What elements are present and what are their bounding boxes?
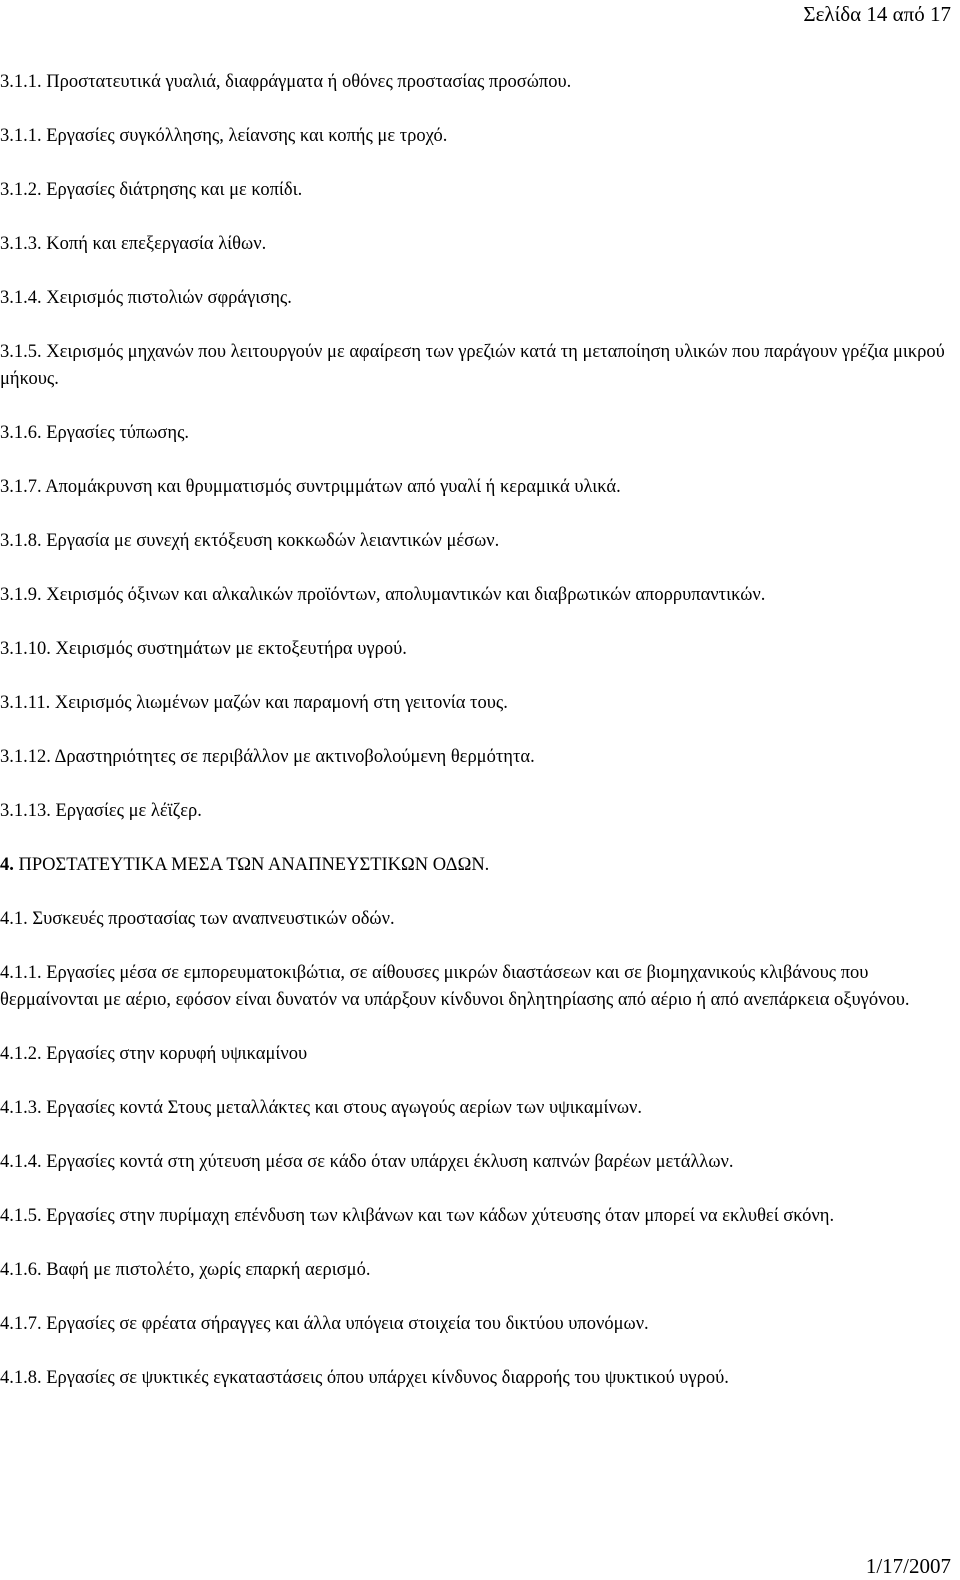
entry-text: Συσκευές προστασίας των αναπνευστικών οδών. — [32, 909, 395, 929]
entry-text: Εργασία με συνεχή εκτόξευση κοκκωδών λειαντικών μέσων. — [46, 531, 500, 551]
entry-number: 4.1. — [0, 909, 28, 929]
entry-text: Χειρισμός συστημάτων με εκτοξευτήρα υγρού. — [55, 639, 407, 659]
list-item — [0, 690, 952, 717]
entry-number: 3.1.13. — [0, 801, 51, 821]
list-item — [0, 1311, 952, 1338]
entry-text: Εργασίες στην πυρίμαχη επένδυση των κλιβάνων και των κάδων χύτευσης όταν μπορεί να εκλυθεί σκόνη. — [46, 1206, 835, 1226]
list-item — [0, 231, 952, 258]
entry-text: Προστατευτικά γυαλιά, διαφράγματα ή οθόνες προστασίας προσώπου. — [46, 72, 572, 92]
entry-number: 3.1.7. — [0, 477, 42, 497]
entry-text: Εργασίες συγκόλλησης, λείανσης και κοπής με τροχό. — [46, 126, 448, 146]
entry-text: Εργασίες στην κορυφή υψικαμίνου — [46, 1044, 308, 1064]
entry-text: Εργασίες σε ψυκτικές εγκαταστάσεις όπου υπάρχει κίνδυνος διαρροής του ψυκτικού υγρού. — [46, 1368, 729, 1388]
list-item — [0, 636, 952, 663]
entry-text: Χειρισμός μηχανών που λειτουργούν με αφαίρεση των γρεζιών κατά τη μεταποίηση υλικών που παράγουν γρέζια μικρού μήκους. — [0, 342, 945, 389]
section-title: ΠΡΟΣΤΑΤΕΥΤΙΚΑ ΜΕΣΑ ΤΩΝ ΑΝΑΠΝΕΥΣΤΙΚΩΝ ΟΔΩΝ. — [18, 855, 490, 875]
entry-number: 4.1.8. — [0, 1368, 42, 1388]
list-item — [0, 69, 952, 96]
list-item — [0, 420, 952, 447]
list-item — [0, 1149, 952, 1176]
list-item — [0, 1365, 952, 1392]
entry-text: Χειρισμός όξινων και αλκαλικών προϊόντων, απολυμαντικών και διαβρωτικών απορρυπαντικών. — [46, 585, 766, 605]
entry-text: Κοπή και επεξεργασία λίθων. — [46, 234, 267, 254]
entry-number: 3.1.1. — [0, 126, 42, 146]
list-item — [0, 177, 952, 204]
list-item — [0, 474, 952, 501]
entry-text: Εργασίες κοντά στη χύτευση μέσα σε κάδο όταν υπάρχει έκλυση καπνών βαρέων μετάλλων. — [46, 1152, 734, 1172]
entry-number: 4.1.4. — [0, 1152, 42, 1172]
entry-number: 3.1.2. — [0, 180, 42, 200]
entry-number: 4.1.2. — [0, 1044, 42, 1064]
list-item — [0, 582, 952, 609]
list-item — [0, 123, 952, 150]
entry-text: Απομάκρυνση και θρυμματισμός συντριμμάτων από γυαλί ή κεραμικά υλικά. — [45, 477, 621, 497]
entry-number: 4.1.6. — [0, 1260, 42, 1280]
list-item — [0, 798, 952, 825]
footer-date: 1/17/2007 — [865, 1554, 951, 1578]
entry-number: 3.1.10. — [0, 639, 51, 659]
entry-text: Εργασίες κοντά Στους μεταλλάκτες και στους αγωγούς αερίων των υψικαμίνων. — [46, 1098, 642, 1118]
entry-number: 3.1.9. — [0, 585, 42, 605]
page-number: Σελίδα 14 από 17 — [803, 2, 951, 26]
entry-number: 3.1.11. — [0, 693, 51, 713]
entry-number: 4.1.3. — [0, 1098, 42, 1118]
entry-text: Εργασίες σε φρέατα σήραγγες και άλλα υπόγεια στοιχεία του δικτύου υπονόμων. — [46, 1314, 649, 1334]
entry-text: Εργασίες τύπωσης. — [46, 423, 190, 443]
list-item — [0, 960, 952, 1014]
entry-number: 4.1.5. — [0, 1206, 42, 1226]
entry-text: Δραστηριότητες σε περιβάλλον με ακτινοβολούμενη θερμότητα. — [54, 747, 535, 767]
list-item — [0, 528, 952, 555]
entry-number: 3.1.6. — [0, 423, 42, 443]
list-item — [0, 1203, 952, 1230]
list-item — [0, 1041, 952, 1068]
entry-number: 3.1.1. — [0, 72, 42, 92]
section-number: 4. — [0, 855, 14, 875]
entry-number: 3.1.3. — [0, 234, 42, 254]
entry-number: 4.1.7. — [0, 1314, 42, 1334]
list-item — [0, 1095, 952, 1122]
list-item — [0, 339, 952, 393]
entry-number: 3.1.4. — [0, 288, 42, 308]
entry-number: 3.1.12. — [0, 747, 51, 767]
entry-text: Εργασίες μέσα σε εμπορευματοκιβώτια, σε αίθουσες μικρών διαστάσεων και σε βιομηχανικούς κλιβάνους που θερμαίνονται με αέριο, εφόσον είναι δυνατόν να υπάρξουν κίνδυνοι δηλητηρίασης από αέριο ή από ανεπάρκεια οξυγόνου. — [0, 963, 910, 1010]
section-heading — [0, 852, 952, 879]
list-item — [0, 744, 952, 771]
list-item — [0, 1257, 952, 1284]
list-item — [0, 285, 952, 312]
entry-number: 4.1.1. — [0, 963, 42, 983]
entry-list — [0, 69, 952, 1419]
list-item — [0, 906, 952, 933]
entry-number: 3.1.5. — [0, 342, 42, 362]
entry-text: Βαφή με πιστολέτο, χωρίς επαρκή αερισμό. — [46, 1260, 371, 1280]
entry-text: Εργασίες με λέϊζερ. — [55, 801, 202, 821]
entry-text: Χειρισμός λιωμένων μαζών και παραμονή στη γειτονία τους. — [54, 693, 508, 713]
entry-text: Εργασίες διάτρησης και με κοπίδι. — [46, 180, 303, 200]
entry-text: Χειρισμός πιστολιών σφράγισης. — [46, 288, 292, 308]
entry-number: 3.1.8. — [0, 531, 42, 551]
